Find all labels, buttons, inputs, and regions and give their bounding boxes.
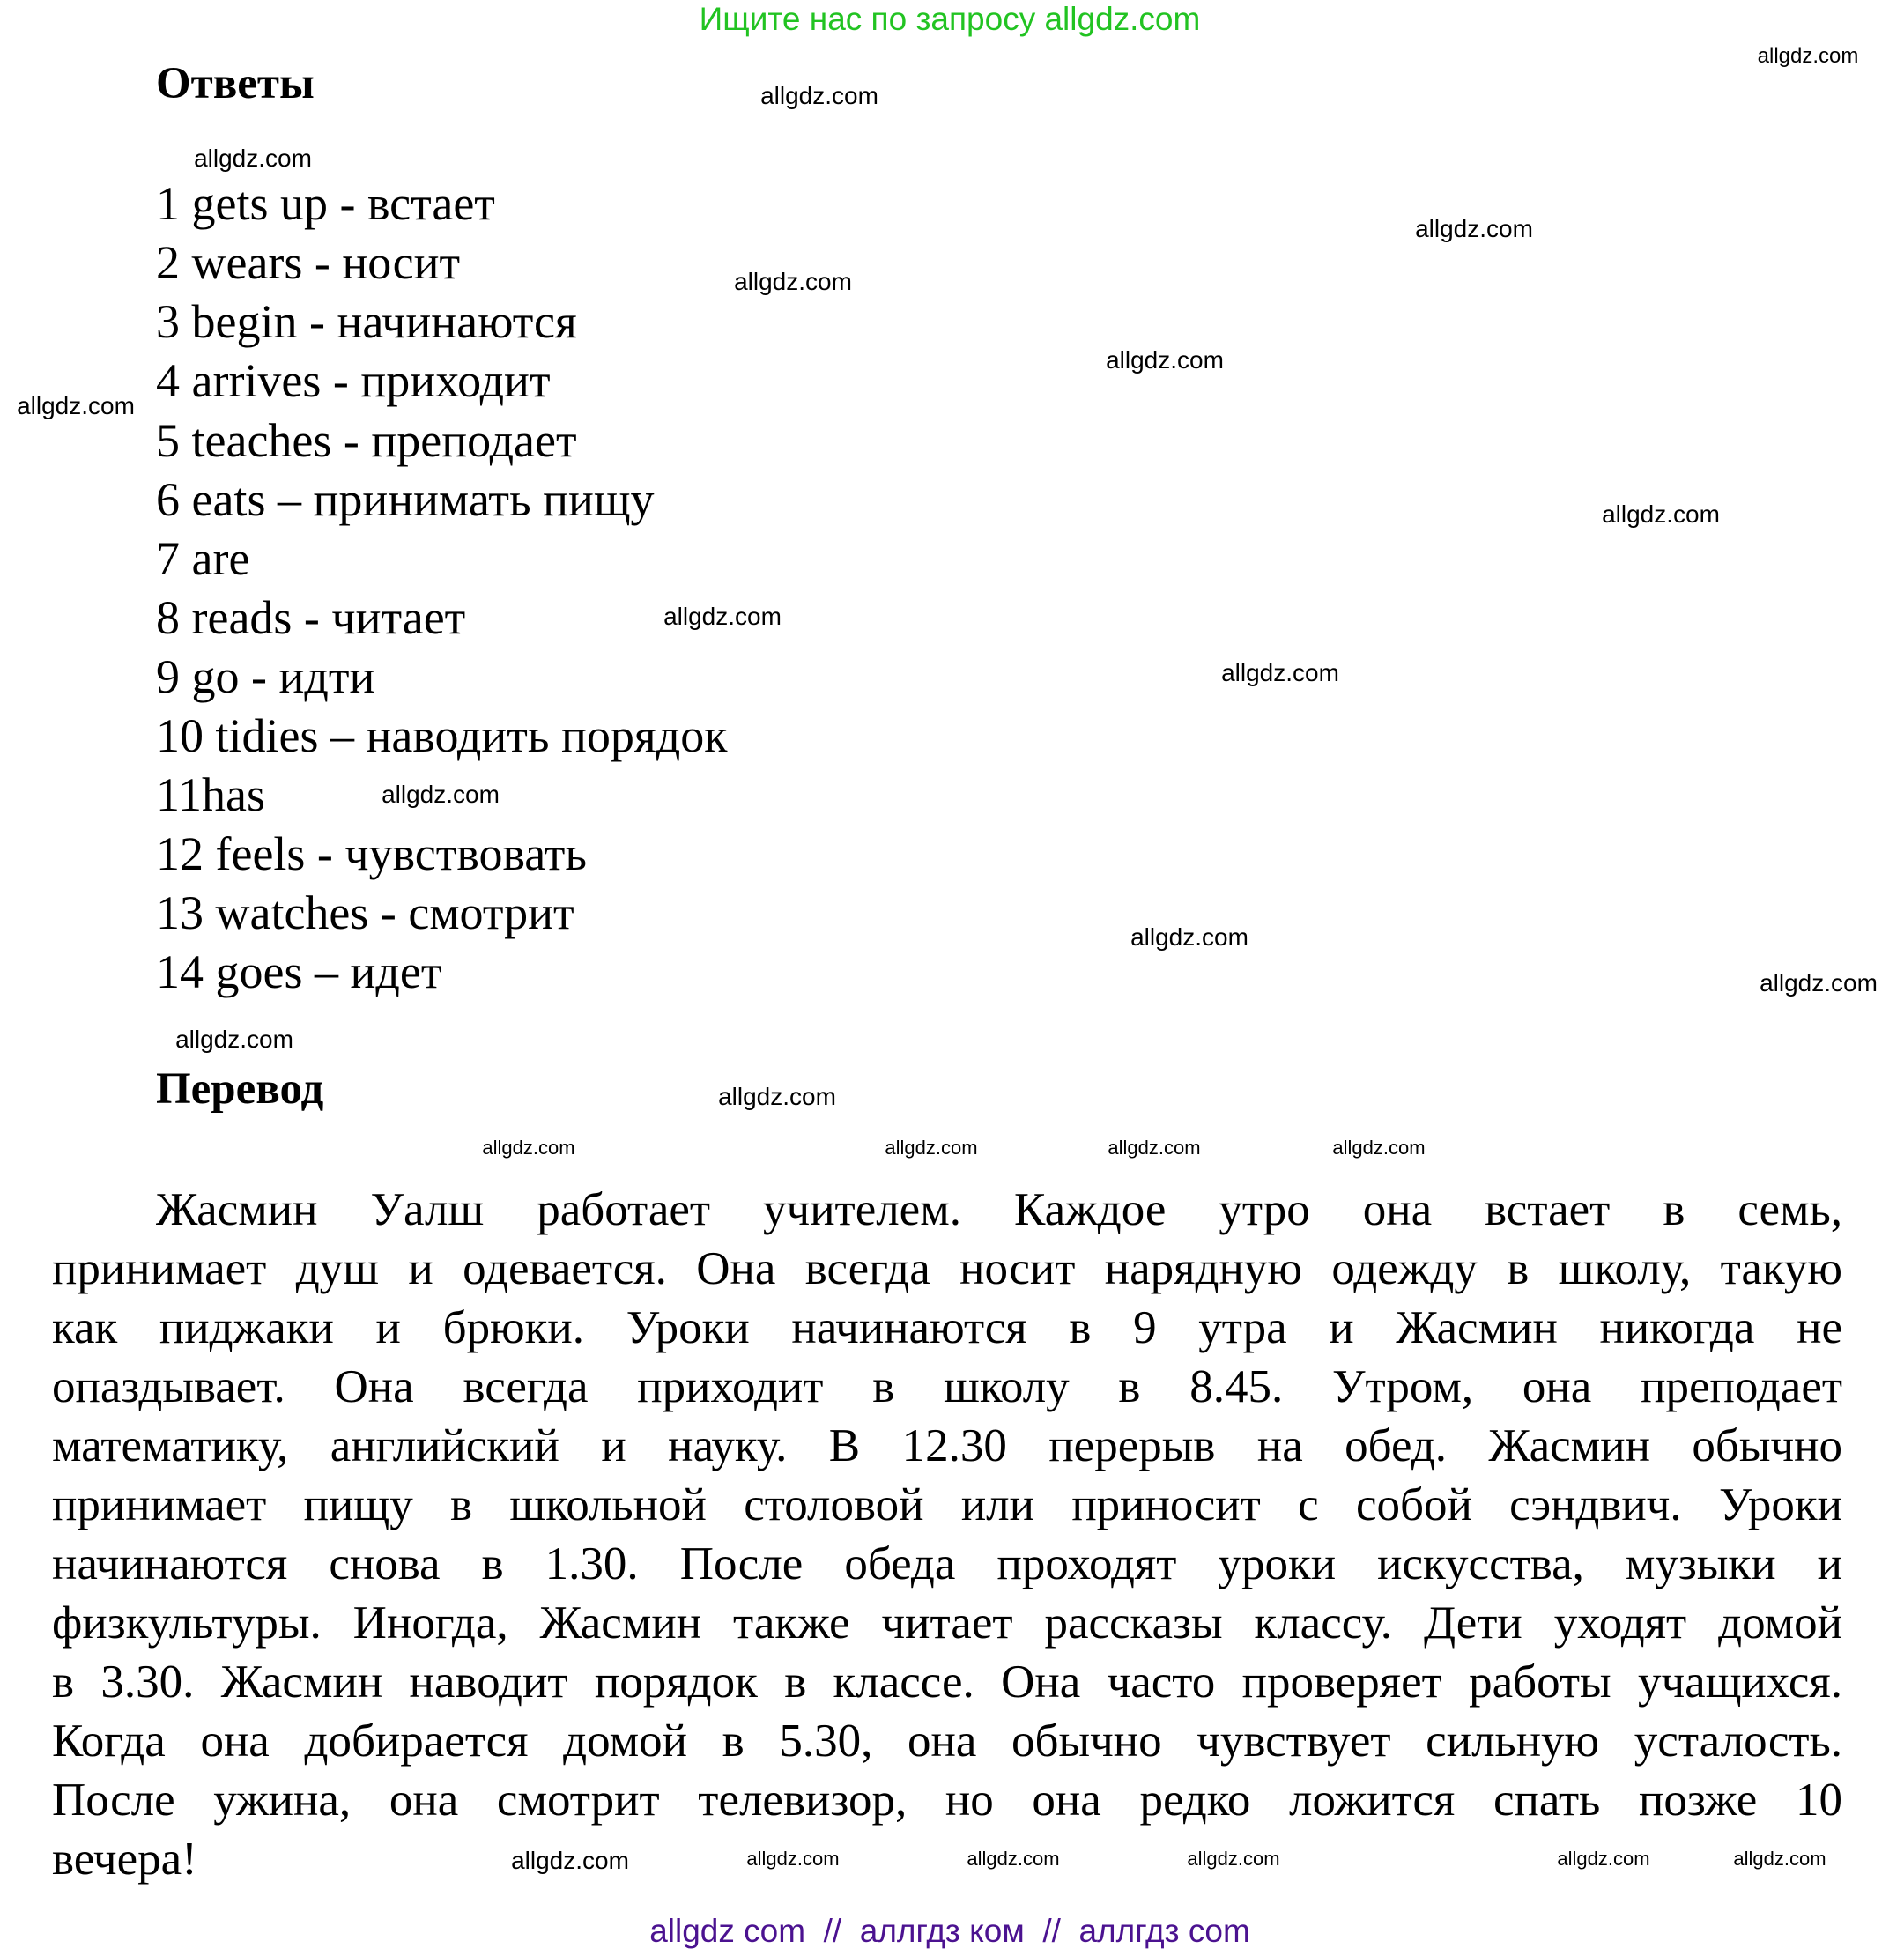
- watermark: allgdz.com: [885, 1137, 978, 1159]
- watermark: allgdz.com: [1108, 1137, 1201, 1159]
- watermark: allgdz.com: [1332, 1137, 1426, 1159]
- answer-item: 9 go - идти: [156, 650, 375, 703]
- watermark: allgdz.com: [194, 144, 312, 172]
- watermark: allgdz.com: [382, 781, 500, 808]
- watermark: allgdz.com: [17, 392, 135, 419]
- watermark: allgdz.com: [511, 1847, 629, 1874]
- paragraph-line: вечера!: [52, 1834, 197, 1885]
- answer-item: 8 reads - читает: [156, 591, 466, 644]
- paragraph-line: математику, английский и науку. В 12.30 перерыв на обед. Жасмин обычно: [52, 1420, 1842, 1471]
- answer-item: 7 are: [156, 532, 250, 585]
- paragraph-line: физкультуры. Иногда, Жасмин также читает рассказы классу. Дети уходят домой: [52, 1597, 1842, 1649]
- watermark: allgdz.com: [1733, 1848, 1826, 1870]
- answer-item: 11has: [156, 768, 265, 821]
- watermark: allgdz.com: [1602, 500, 1720, 528]
- watermark: allgdz.com: [760, 82, 878, 109]
- answer-item: 1 gets up - встает: [156, 177, 495, 230]
- answer-item: 2 wears - носит: [156, 236, 461, 289]
- answer-item: 13 watches - смотрит: [156, 886, 574, 939]
- watermark: allgdz.com: [482, 1137, 575, 1159]
- watermark: allgdz.com: [175, 1026, 293, 1053]
- paragraph-line: Жасмин Уалш работает учителем. Каждое утро она встает в семь,: [156, 1184, 1842, 1235]
- answer-item: 14 goes – идет: [156, 945, 442, 998]
- answers-heading: Ответы: [156, 59, 315, 108]
- paragraph-line: принимает пищу в школьной столовой или приносит с собой сэндвич. Уроки: [52, 1479, 1842, 1530]
- paragraph-line: как пиджаки и брюки. Уроки начинаются в 9 утра и Жасмин никогда не: [52, 1302, 1842, 1353]
- watermark: allgdz.com: [1187, 1848, 1280, 1870]
- top-banner: Ищите нас по запросу allgdz.com: [699, 1, 1201, 37]
- paragraph-line: принимает душ и одевается. Она всегда носит нарядную одежду в школу, такую: [52, 1243, 1842, 1294]
- watermark: allgdz.com: [746, 1848, 840, 1870]
- watermark: allgdz.com: [967, 1848, 1060, 1870]
- paragraph-line: начинаются снова в 1.30. После обеда проходят уроки искусства, музыки и: [52, 1538, 1842, 1589]
- watermark: allgdz.com: [1557, 1848, 1650, 1870]
- watermark: allgdz.com: [1415, 215, 1533, 242]
- translation-heading: Перевод: [156, 1064, 324, 1114]
- footer-links: allgdz com // аллгдз ком // аллгдз com: [649, 1913, 1250, 1949]
- answer-item: 5 teaches - преподает: [156, 414, 577, 467]
- watermark: allgdz.com: [663, 603, 782, 630]
- watermark: allgdz.com: [1760, 969, 1878, 997]
- answer-item: 10 tidies – наводить порядок: [156, 709, 728, 762]
- watermark: allgdz.com: [1130, 923, 1248, 951]
- watermark: allgdz.com: [1221, 659, 1339, 686]
- watermark: allgdz.com: [1106, 346, 1224, 374]
- answer-item: 4 arrives - приходит: [156, 354, 551, 407]
- answer-item: 3 begin - начинаются: [156, 295, 577, 348]
- watermark: allgdz.com: [1757, 44, 1859, 68]
- paragraph-line: в 3.30. Жасмин наводит порядок в классе. Она часто проверяет работы учащихся.: [52, 1656, 1842, 1708]
- answer-item: 6 eats – принимать пищу: [156, 473, 655, 526]
- paragraph-line: опаздывает. Она всегда приходит в школу в 8.45. Утром, она преподает: [52, 1361, 1842, 1412]
- paragraph-line: После ужина, она смотрит телевизор, но она редко ложится спать позже 10: [52, 1774, 1842, 1826]
- answer-item: 12 feels - чувствовать: [156, 827, 588, 880]
- watermark: allgdz.com: [734, 268, 852, 295]
- paragraph-line: Когда она добирается домой в 5.30, она обычно чувствует сильную усталость.: [52, 1715, 1842, 1767]
- watermark: allgdz.com: [718, 1083, 836, 1110]
